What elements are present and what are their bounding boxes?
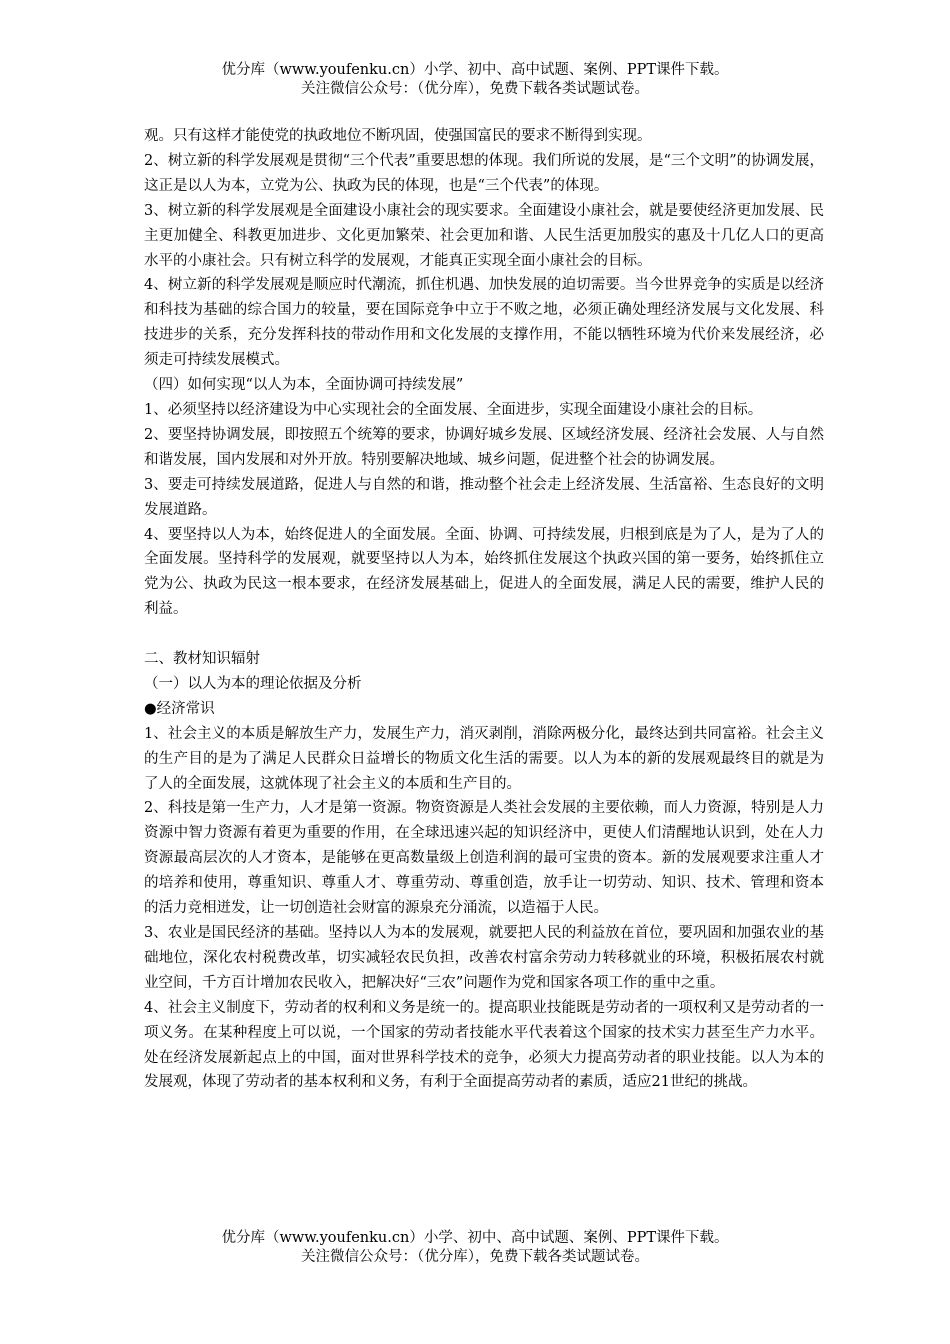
- paragraph: 3、树立新的科学发展观是全面建设小康社会的现实要求。全面建设小康社会，就是要使经济更加发展、民主更加健全、科教更加进步、文化更加繁荣、社会更加和谐、人民生活更加殷实的惠及十几亿人口的更高水平的小康社会。只有树立科学的发展观，才能真正实现全面小康社会的目标。: [144, 202, 824, 269]
- paragraph: 3、要走可持续发展道路，促进人与自然的和谐，推动整个社会走上经济发展、生活富裕、生态良好的文明发展道路。: [144, 476, 824, 518]
- page-footer: [0, 1229, 950, 1267]
- footer-line-2: 关注微信公众号：（优分库），免费下载各类试题试卷。: [301, 1249, 649, 1265]
- subsection-title: （一）以人为本的理论依据及分析: [144, 675, 362, 692]
- bullet-heading: ●经济常识: [144, 700, 215, 717]
- section-heading: （四）如何实现“以人为本，全面协调可持续发展”: [144, 377, 464, 394]
- paragraph: 3、农业是国民经济的基础。坚持以人为本的发展观，就要把人民的利益放在首位，要巩固和加强农业的基础地位，深化农村税费改革，切实减轻农民负担，改善农村富余劳动力转移就业的环境，积极拓展农村就业空间，千方百计增加农民收入，把解决好“三农”问题作为党和国家各项工作的重中之重。: [144, 924, 824, 991]
- paragraph: 1、必须坚持以经济建设为中心实现社会的全面发展、全面进步，实现全面建设小康社会的目标。: [144, 401, 763, 418]
- paragraph: 观。只有这样才能使党的执政地位不断巩固，使强国富民的要求不断得到实现。: [144, 128, 652, 144]
- page-header: [0, 61, 950, 99]
- paragraph: 4、社会主义制度下，劳动者的权利和义务是统一的。提高职业技能既是劳动者的一项权利又是劳动者的一项义务。在某种程度上可以说，一个国家的劳动者技能水平代表着这个国家的技术实力甚至生产力水平。处在经济发展新起点上的中国，面对世界科学技术的竞争，必须大力提高劳动者的职业技能。以人为本的发展观，体现了劳动者的基本权利和义务，有利于全面提高劳动者的素质，适应21世纪的挑战。: [144, 999, 824, 1091]
- blank-line: [144, 622, 824, 647]
- paragraph: 2、树立新的科学发展观是贯彻“三个代表”重要思想的体现。我们所说的发展，是“三个文明”的协调发展，这正是以人为本，立党为公、执政为民的体现，也是“三个代表”的体现。: [144, 152, 824, 194]
- paragraph: 4、要坚持以人为本，始终促进人的全面发展。全面、协调、可持续发展，归根到底是为了人，是为了人的全面发展。坚持科学的发展观，就要坚持以人为本，始终抓住发展这个执政兴国的第一要务，始终抓住立党为公、执政为民这一根本要求，在经济发展基础上，促进人的全面发展，满足人民的需要，维护人民的利益。: [144, 526, 824, 618]
- footer-line-1: 优分库（www.youfenku.cn）小学、初中、高中试题、案例、PPT课件下载。: [221, 1230, 729, 1246]
- paragraph: 4、树立新的科学发展观是顺应时代潮流，抓住机遇、加快发展的迫切需要。当今世界竞争的实质是以经济和科技为基础的综合国力的较量，要在国际竞争中立于不败之地，必须正确处理经济发展与文化发展、科技进步的关系，充分发挥科技的带动作用和文化发展的支撑作用，不能以牺牲环境为代价来发展经济，必须走可持续发展模式。: [144, 277, 824, 369]
- paragraph: 1、社会主义的本质是解放生产力，发展生产力，消灭剥削，消除两极分化，最终达到共同富裕。社会主义的生产目的是为了满足人民群众日益增长的物质文化生活的需要。以人为本的新的发展观最终目的就是为了人的全面发展，这就体现了社会主义的本质和生产目的。: [144, 725, 824, 792]
- header-line-2: 关注微信公众号：（优分库），免费下载各类试题试卷。: [301, 81, 649, 97]
- section-title: 二、教材知识辐射: [144, 651, 260, 668]
- paragraph: 2、要坚持协调发展，即按照五个统筹的要求，协调好城乡发展、区域经济发展、经济社会发展、人与自然和谐发展，国内发展和对外开放。特别要解决地域、城乡问题，促进整个社会的协调发展。: [144, 426, 824, 468]
- header-line-1: 优分库（www.youfenku.cn）小学、初中、高中试题、案例、PPT课件下载。: [221, 62, 729, 78]
- paragraph: 2、科技是第一生产力，人才是第一资源。物资资源是人类社会发展的主要依赖，而人力资源，特别是人力资源中智力资源有着更为重要的作用，在全球迅速兴起的知识经济中，更使人们清醒地认识到，处在人力资源最高层次的人才资本，是能够在更高数量级上创造利润的最可宝贵的资本。新的发展观要求注重人才的培养和使用，尊重知识、尊重人才、尊重劳动、尊重创造，放手让一切劳动、知识、技术、管理和资本的活力竞相迸发，让一切创造社会财富的源泉充分涌流，以造福于人民。: [144, 800, 824, 917]
- document-body: [144, 124, 824, 1095]
